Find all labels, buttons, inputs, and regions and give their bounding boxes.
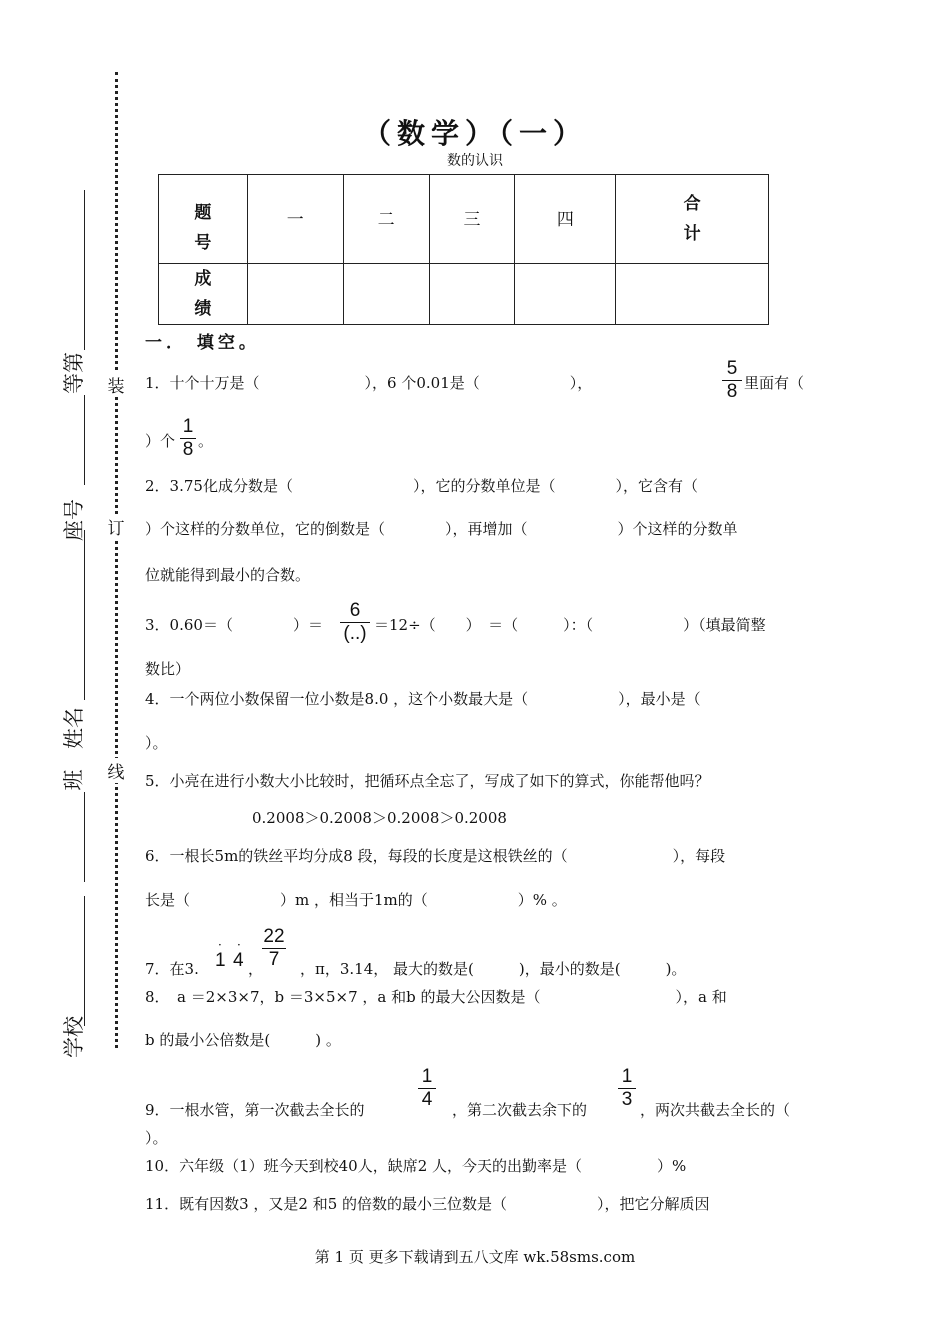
score-cell-total[interactable] [616, 264, 769, 325]
q5-formula: 0.2008＞0.2008＞0.2008＞0.2008 [252, 809, 507, 827]
binding-char-xian: 线 [106, 758, 126, 783]
header-col-3: 三 [429, 175, 515, 264]
q1-continuation: ）个 [145, 432, 176, 450]
q1-fraction-1-8: $\frac{1}{8}$ [180, 416, 196, 461]
header-col-2: 二 [343, 175, 429, 264]
binding-char-ding: 订 [106, 514, 126, 539]
q6-line2: 长是（ ）m ，相当于1m的（ ）% 。 [145, 891, 567, 909]
q2-line2: ）个这样的分数单位，它的倒数是（ ），再增加（ ）个这样的分数单 [145, 520, 738, 538]
q5-line1: 5．小亮在进行小数大小比较时，把循环点全忘了，写成了如下的算式，你能帮他吗？ [145, 772, 710, 790]
page-title: （数学）（一） [362, 117, 587, 150]
q9-text-b: ，第二次截去余下的 [452, 1101, 588, 1119]
q9-text-a: 9．一根水管，第一次截去全长的 [145, 1101, 365, 1119]
q7-fraction-22-7: $\frac{22}{7}$ [263, 926, 285, 970]
seat-label: 座号 [62, 499, 86, 541]
header-question-number: 题号 [159, 175, 248, 264]
q9-line2: ）。 [145, 1129, 168, 1147]
school-label: 学校 [62, 1016, 86, 1058]
name-label: 姓名 [62, 707, 86, 749]
row-label-score: 成绩 [159, 264, 248, 325]
q1-text-after: 里面有（ [744, 374, 805, 392]
q4-line2: ）。 [145, 734, 168, 752]
q8-line2: b 的最小公倍数是( ) 。 [145, 1031, 341, 1049]
score-cell-2[interactable] [343, 264, 429, 325]
section-heading: 一． 填空。 [145, 333, 260, 353]
q3-line2: 数比） [145, 660, 191, 678]
q4-line1: 4．一个两位小数保留一位小数是8.0 ，这个小数最大是（ ），最小是（ [145, 690, 701, 708]
grade-label: 等第 [62, 352, 86, 394]
grade-underline [84, 190, 85, 350]
class-underline [84, 792, 85, 882]
q1-end: 。 [198, 432, 214, 450]
page-subtitle: 数的认识 [447, 153, 503, 169]
q3-fraction: 6 (..) [340, 600, 370, 645]
school-underline [84, 896, 85, 1026]
header-total: 合计 [616, 175, 769, 264]
score-cell-1[interactable] [247, 264, 343, 325]
q9-fraction-1-4: $\frac{1}{4}$ [418, 1066, 436, 1111]
q3-text-b: ＝12÷（ ） ＝（ ）：（ ）（填最简整 [374, 616, 766, 634]
q11-text: 11．既有因数3 ，又是2 和5 的倍数的最小三位数是（ ），把它分解质因 [145, 1195, 710, 1213]
score-table [158, 174, 769, 325]
q7-text-a: 7．在3. [145, 960, 199, 978]
q1-text: 1．十个十万是（ ），6 个0.01是（ ）， [145, 374, 593, 392]
q1-fraction-5-8: $\frac{5}{8}$ [722, 358, 742, 403]
header-col-4: 四 [515, 175, 616, 264]
q7-repeat-dot-2: · [237, 938, 241, 952]
q9-text-c: ，两次共截去全长的（ [640, 1101, 791, 1119]
q7-repeating-digit-2: 4 [233, 950, 244, 971]
q2-line1: 2．3.75化成分数是（ ），它的分数单位是（ ），它含有（ [145, 477, 698, 495]
q8-line1: 8． a ＝2×3×7，b ＝3×5×7 ，a 和b 的最大公因数是（ ），a 和 [145, 988, 727, 1006]
q7-repeating-digit-1: 1 [215, 950, 226, 971]
q6-line1: 6．一根长5m的铁丝平均分成8 段，每段的长度是这根铁丝的（ ），每段 [145, 847, 726, 865]
page-footer: 第 1 页 更多下载请到五八文库 wk.58sms.com [314, 1248, 636, 1266]
binding-char-zhuang: 装 [106, 372, 126, 397]
class-label: 班 [61, 769, 86, 791]
q2-line3: 位就能得到最小的合数。 [145, 566, 311, 584]
score-cell-4[interactable] [515, 264, 616, 325]
q7-repeat-dot-1: · [218, 938, 222, 952]
binding-dotted-line [115, 72, 118, 1048]
name-underline [84, 530, 85, 700]
header-col-1: 一 [247, 175, 343, 264]
score-cell-3[interactable] [429, 264, 515, 325]
q7-text-c: ，π，3.14， 最大的数是( )，最小的数是( )。 [300, 960, 687, 978]
q10-text: 10．六年级（1）班今天到校40人，缺席2 人，今天的出勤率是（ ）% [145, 1157, 687, 1175]
q7-text-b: ， [248, 960, 264, 978]
q9-fraction-1-3: $\frac{1}{3}$ [618, 1066, 636, 1111]
seat-underline [84, 395, 85, 485]
q3-text-a: 3．0.60＝（ ）＝ [145, 616, 323, 634]
